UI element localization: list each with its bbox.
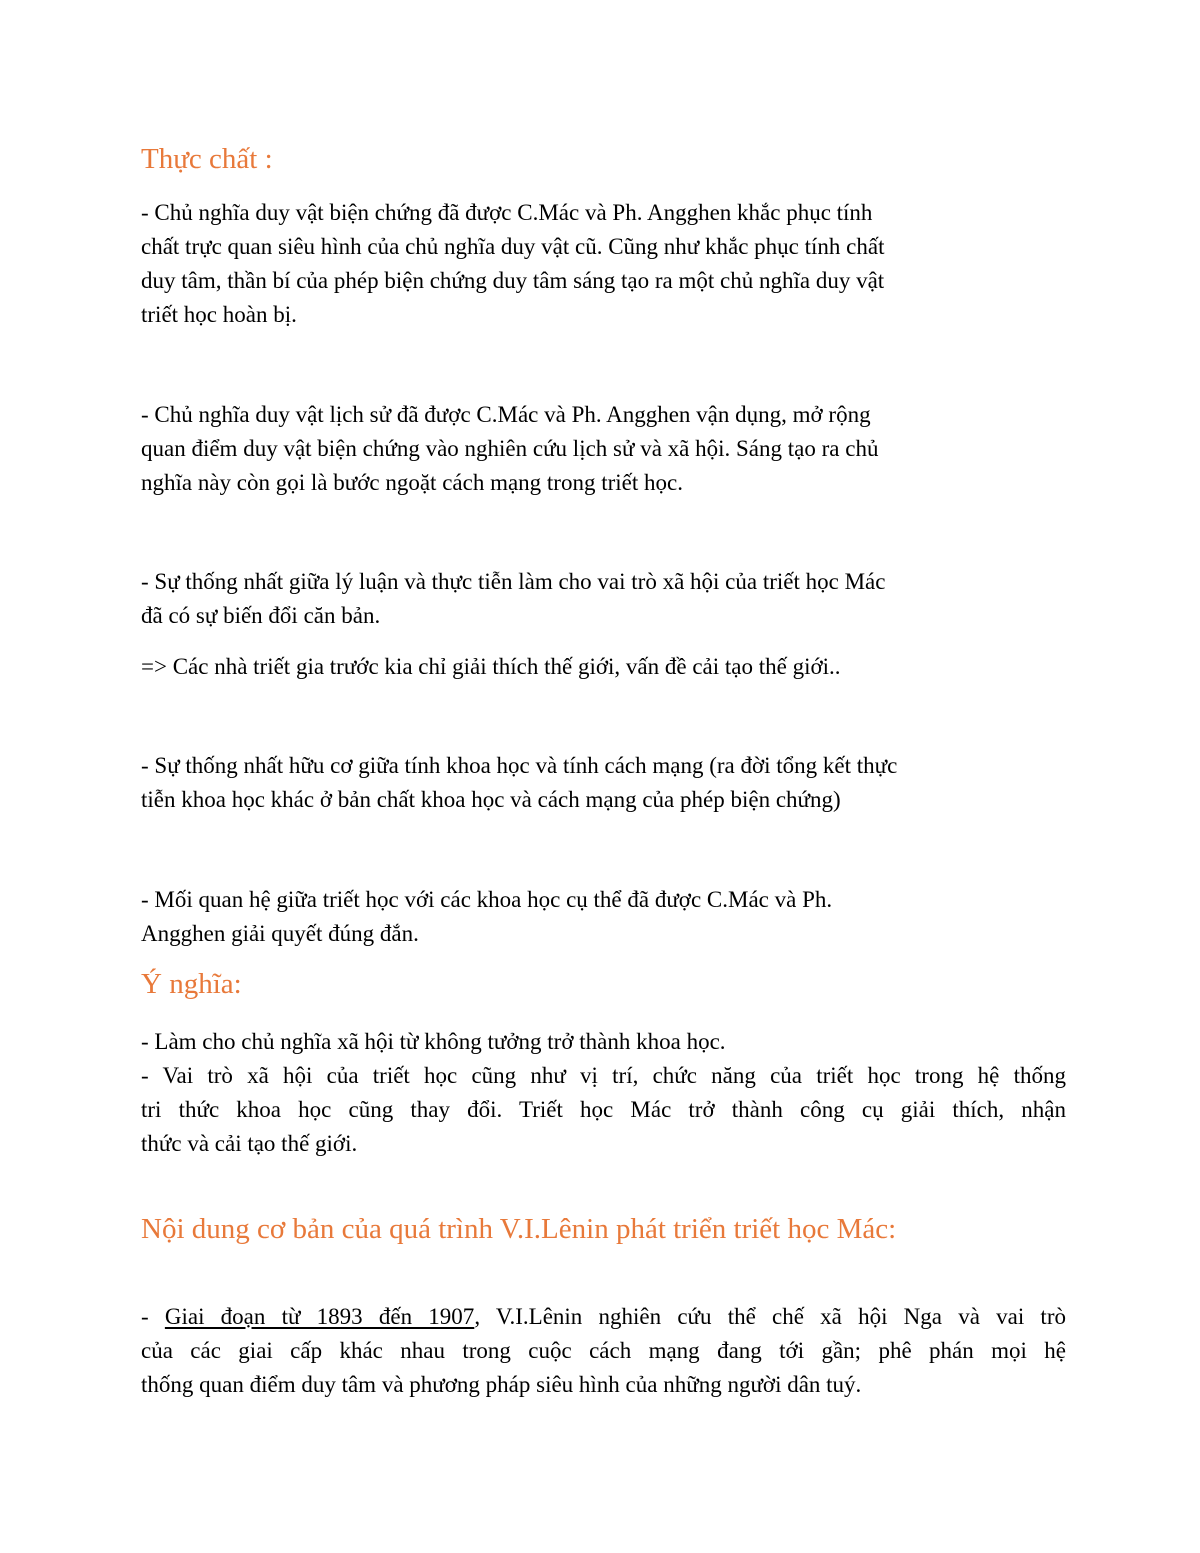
text-line: duy tâm, thần bí của phép biện chứng duy tâm sáng tạo ra một chủ nghĩa duy vật [141, 268, 885, 293]
text-line: - Sự thống nhất giữa lý luận và thực tiễn làm cho vai trò xã hội của triết học Mác [141, 569, 886, 594]
text-line: - Chủ nghĩa duy vật lịch sử đã được C.Mác và Ph. Angghen vận dụng, mở rộng [141, 402, 871, 427]
text-line: - Sự thống nhất hữu cơ giữa tính khoa học và tính cách mạng (ra đời tổng kết thực [141, 753, 898, 778]
paragraph-duy-vat-bien-chung [141, 196, 1066, 332]
text-line: tiễn khoa học khác ở bản chất khoa học và cách mạng của phép biện chứng) [141, 787, 841, 812]
text-line [141, 1300, 1066, 1334]
text-line: quan điểm duy vật biện chứng vào nghiên cứu lịch sử và xã hội. Sáng tạo ra chủ [141, 436, 879, 461]
text-line: thức và cải tạo thế giới. [141, 1131, 358, 1156]
text-line: - Mối quan hệ giữa triết học với các khoa học cụ thể đã được C.Mác và Ph. [141, 887, 833, 912]
paragraph-triet-gia [141, 650, 1066, 684]
period-label: Giai đoạn từ 1893 đến 1907 [164, 1304, 475, 1329]
heading-noi-dung-lenin: Nội dung cơ bản của quá trình V.I.Lênin phát triển triết học Mác: [141, 1213, 897, 1245]
text-line: của các giai cấp khác nhau trong cuộc cách mạng đang tới gần; phê phán mọi hệ [141, 1338, 1066, 1363]
text-line: Angghen giải quyết đúng đắn. [141, 921, 419, 946]
paragraph-giai-doan-1893-1907 [141, 1300, 1066, 1402]
text-line: => Các nhà triết gia trước kia chỉ giải thích thế giới, vấn đề cải tạo thế giới.. [141, 654, 841, 679]
text-line: - Vai trò xã hội của triết học cũng như vị trí, chức năng của triết học trong hệ thống [141, 1063, 1066, 1088]
text-line: - Làm cho chủ nghĩa xã hội từ không tưởng trở thành khoa học. [141, 1029, 726, 1054]
text-line: tri thức khoa học cũng thay đổi. Triết học Mác trở thành công cụ giải thích, nhận [141, 1097, 1066, 1122]
text-line: thống quan điểm duy tâm và phương pháp siêu hình của những người dân tuý. [141, 1372, 862, 1397]
text-line: đã có sự biến đổi căn bản. [141, 603, 381, 628]
paragraph-duy-vat-lich-su [141, 398, 1066, 500]
paragraph-khoa-hoc-cu-the [141, 883, 1066, 951]
text-line: nghĩa này còn gọi là bước ngoặt cách mạng trong triết học. [141, 470, 683, 495]
text-fragment: , V.I.Lênin nghiên cứu thể chế xã hội Nga và vai trò [474, 1304, 1066, 1329]
text-line: triết học hoàn bị. [141, 302, 297, 327]
text-line: - Chủ nghĩa duy vật biện chứng đã được C.Mác và Ph. Angghen khắc phục tính [141, 200, 873, 225]
paragraph-y-nghia [141, 1025, 1066, 1161]
paragraph-khoa-hoc-cach-mang [141, 749, 1066, 817]
text-line: chất trực quan siêu hình của chủ nghĩa duy vật cũ. Cũng như khắc phục tính chất [141, 234, 885, 259]
list-dash: - [141, 1304, 165, 1329]
paragraph-ly-luan-thuc-tien [141, 565, 1066, 633]
heading-y-nghia: Ý nghĩa: [141, 968, 242, 1000]
heading-thuc-chat: Thực chất : [141, 143, 273, 175]
